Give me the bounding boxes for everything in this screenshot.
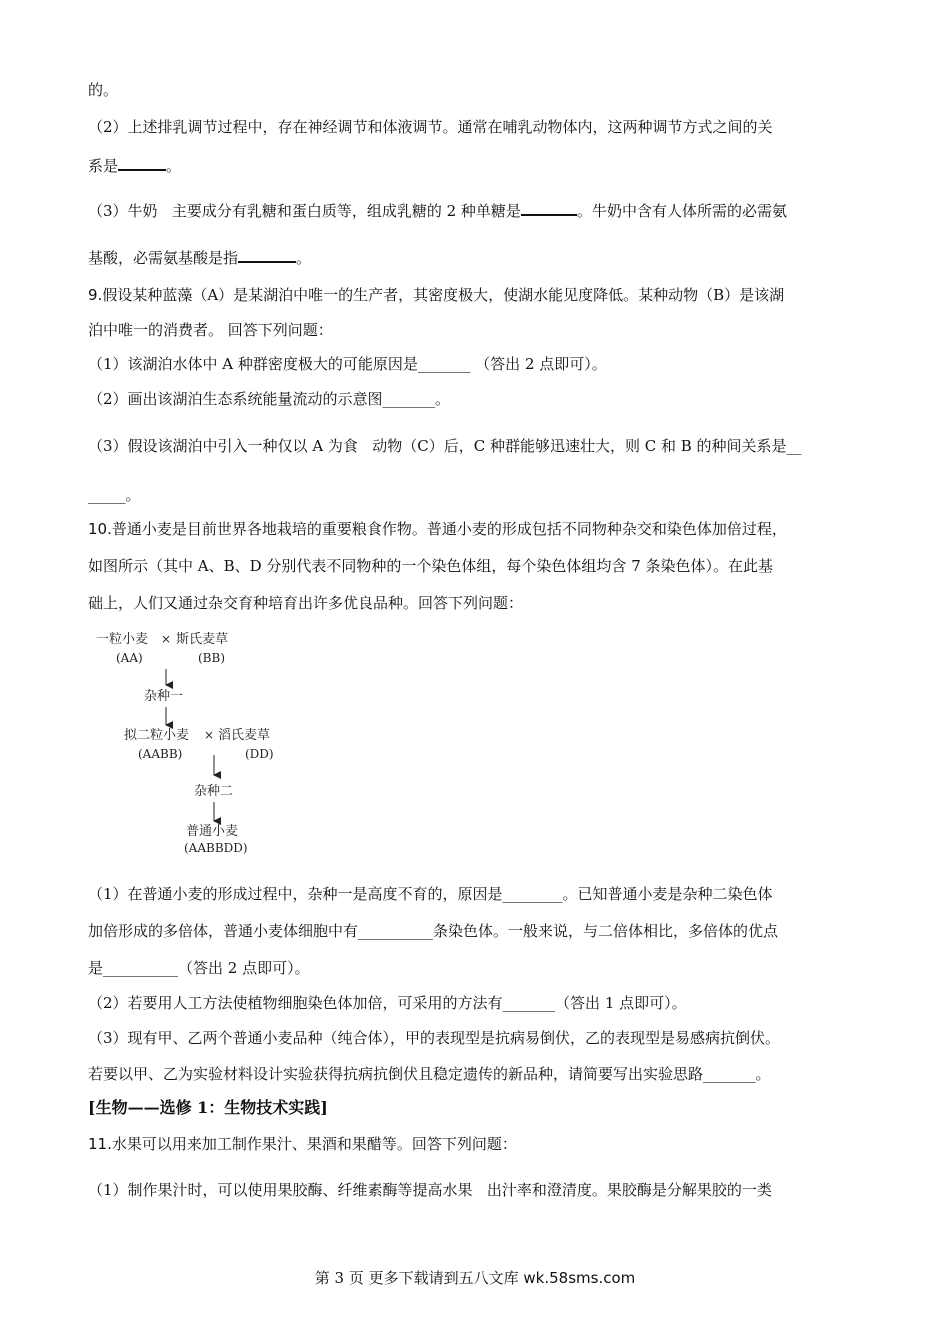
q9-stem-line2: 泊中唯一的消费者。 回答下列问题： (88, 321, 333, 339)
q9-part1: （1）该湖泊水体中 A 种群密度极大的可能原因是_______ （答出 2 点即可）。 (88, 355, 607, 373)
q11-part1-line1: （1）制作果汁时，可以使用果胶酶、纤维素酶等提高水果 出汁率和澄清度。果胶酶是分解果胶的一类 (88, 1181, 772, 1199)
cross-symbol: × (161, 632, 172, 646)
genome-bb: (BB) (198, 651, 225, 665)
cross-symbol: × (204, 728, 215, 742)
q9-part3-line1: （3）假设该湖泊中引入一种仅以 A 为食 动物（C）后，C 种群能够迅速壮大，则 C 和 B 的种间关系是__ (88, 437, 802, 455)
page-footer (0, 1268, 950, 1288)
q10-stem-line3: 础上，人们又通过杂交育种培育出许多优良品种。回答下列问题： (88, 594, 524, 612)
genome-aabbdd: (AABBDD) (184, 841, 248, 855)
common-wheat-label: 普通小麦 (186, 824, 239, 839)
q8-part3-line2: 基酸，必需氨基酸是指 。 (88, 249, 312, 267)
q10-part2: （2）若要用人工方法使植物细胞染色体加倍，可采用的方法有_______（答出 1 点即可）。 (88, 994, 687, 1012)
wheat-formation-diagram (88, 625, 288, 860)
q9-part2: （2）画出该湖泊生态系统能量流动的示意图_______。 (88, 390, 451, 408)
question-number: 11. (88, 1135, 112, 1153)
parent-speltoides-label: 斯氏麦草 (176, 632, 229, 647)
text-line: 的。 (88, 81, 119, 99)
q10-part1-line1: （1）在普通小麦的形成过程中，杂种一是高度不育的，原因是________。已知普通小麦是杂种二染色体 (88, 885, 773, 903)
section-heading: [生物——选修 1：生物技术实践] (88, 1098, 328, 1117)
hybrid-one-label: 杂种一 (144, 689, 184, 704)
page-number: 第 3 页 (314, 1269, 364, 1287)
footer-link[interactable]: wk.58sms.com (523, 1269, 636, 1287)
question-number: 9. (88, 286, 103, 304)
genome-dd: (DD) (245, 747, 274, 761)
hybrid-two-label: 杂种二 (194, 784, 234, 799)
answer-blank (521, 200, 577, 216)
parent-einkorn-label: 一粒小麦 (96, 632, 149, 647)
q11-stem: 11.水果可以用来加工制作果汁、果酒和果醋等。回答下列问题： (88, 1135, 517, 1153)
parent-tauschii-label: 滔氏麦草 (218, 728, 271, 743)
q10-part1-line2: 加倍形成的多倍体，普通小麦体细胞中有__________条染色体。一般来说，与二倍体相比，多倍体的优点 (88, 922, 779, 940)
footer-text: 更多下载请到五八文库 (368, 1269, 519, 1287)
q8-part3-line1: （3）牛奶 主要成分有乳糖和蛋白质等，组成乳糖的 2 种单糖是 。牛奶中含有人体所需的必需氨 (88, 202, 787, 220)
question-number: 10. (88, 520, 112, 538)
answer-blank (118, 155, 166, 171)
parent-dicoccoides-label: 拟二粒小麦 (124, 728, 190, 743)
q9-stem-line1: 9.假设某种蓝藻（A）是某湖泊中唯一的生产者，其密度极大，使湖水能见度降低。某种动物（B）是该湖 (88, 286, 785, 304)
answer-blank (238, 247, 296, 263)
q10-part3-line1: （3）现有甲、乙两个普通小麦品种（纯合体），甲的表现型是抗病易倒伏，乙的表现型是易感病抗倒伏。 (88, 1029, 781, 1047)
genome-aa: (AA) (116, 651, 143, 665)
genome-aabb: (AABB) (138, 747, 183, 761)
q10-part3-line2: 若要以甲、乙为实验材料设计实验获得抗病抗倒伏且稳定遗传的新品种，请简要写出实验思路_______。 (88, 1065, 771, 1083)
q10-stem-line2: 如图所示（其中 A、B、D 分别代表不同物种的一个染色体组，每个染色体组均含 7 条染色体）。在此基 (88, 557, 774, 575)
q8-part2-line2: 系是 。 (88, 157, 182, 175)
q10-stem-line1: 10.普通小麦是目前世界各地栽培的重要粮食作物。普通小麦的形成包括不同物种杂交和染色体加倍过程， (88, 520, 787, 538)
q9-part3-line2: _____。 (88, 486, 141, 504)
q10-part1-line3: 是__________（答出 2 点即可）。 (88, 959, 310, 977)
q8-part2-line1: （2）上述排乳调节过程中，存在神经调节和体液调节。通常在哺乳动物体内，这两种调节方式之间的关 (88, 118, 773, 136)
